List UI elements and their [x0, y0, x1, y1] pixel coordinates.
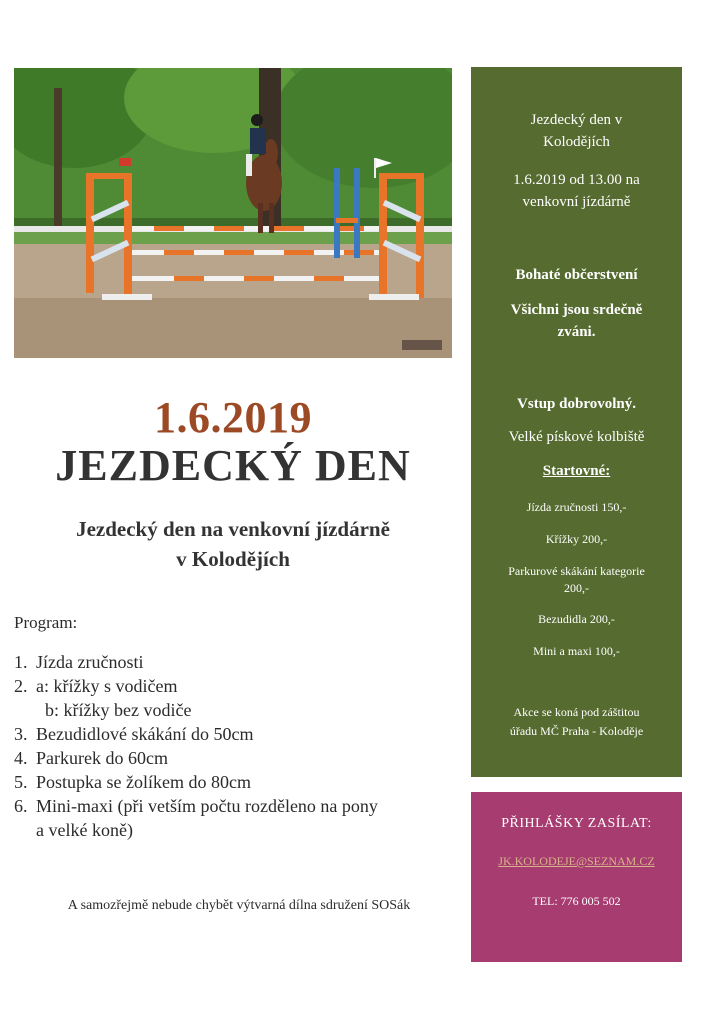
info-welcome-line-2: zváni. [557, 324, 596, 340]
info-fee3-line-1: Parkurové skákání kategorie [508, 564, 645, 578]
contact-phone: TEL: 776 005 502 [532, 894, 621, 908]
info-entry: Vstup dobrovolný. [517, 396, 636, 412]
program-item-number [14, 698, 36, 722]
info-patronage-note [479, 703, 674, 741]
info-panel [471, 67, 682, 777]
contact-label: PŘIHLÁŠKY ZASÍLAT: [501, 816, 652, 831]
program-list [14, 650, 464, 842]
info-fee3-line-2: 200,- [564, 581, 589, 595]
program-item [14, 818, 464, 842]
contact-email-link[interactable]: JK.KOLODEJE@SEZNAM.CZ [498, 854, 655, 868]
event-title-headline: JEZDECKÝ DEN [55, 441, 411, 490]
program-item-number: 5. [14, 772, 28, 792]
info-date-line-1: 1.6.2019 od 13.00 na [513, 172, 640, 188]
program-item [14, 698, 464, 722]
contact-panel [471, 792, 682, 962]
program-item [14, 794, 464, 818]
info-panel-title [479, 109, 674, 153]
program-item-text: Parkurek do 60cm [36, 748, 168, 768]
info-refreshments: Bohaté občerstvení [515, 267, 638, 283]
program-item-text: Postupka se žolíkem do 80cm [36, 772, 251, 792]
program-item-number: 2. [14, 676, 28, 696]
program-item [14, 746, 464, 770]
info-note-line-1: Akce se koná pod záštitou [513, 705, 640, 719]
footer-note: A samozřejmě nebude chybět výtvarná dílna sdružení SOSák [67, 898, 411, 913]
program-item-number: 1. [14, 652, 28, 672]
photo-illustration [14, 68, 452, 358]
program-item [14, 722, 464, 746]
program-item-text: Jízda zručnosti [36, 652, 144, 672]
program-item [14, 650, 464, 674]
info-fee-item: Jízda zručnosti 150,- [526, 500, 627, 514]
info-fee-item: Bezudidla 200,- [538, 612, 615, 626]
horse-jumping-photo [14, 68, 452, 358]
program-item-number: 3. [14, 724, 28, 744]
info-title-line-2: Kolodějích [543, 134, 610, 150]
program-item-number [14, 818, 36, 842]
program-item-text: Mini-maxi (při vetším počtu rozděleno na pony [36, 796, 378, 816]
info-note-line-2: úřadu MČ Praha - Koloděje [509, 724, 644, 738]
info-date-line-2: venkovní jízdárně [522, 194, 631, 210]
program-item-number: 4. [14, 748, 28, 768]
info-welcome-line-1: Všichni jsou srdečně [510, 302, 643, 318]
info-fee-item [479, 563, 674, 597]
event-date-headline: 1.6.2019 [154, 393, 312, 442]
program-label: Program: [14, 613, 78, 632]
subtitle-line-1: Jezdecký den na venkovní jízdárně [76, 517, 390, 541]
program-item-text: a: křížky s vodičem [36, 676, 178, 696]
event-subtitle [14, 514, 452, 574]
info-arena: Velké pískové kolbiště [508, 429, 645, 445]
program-item-text: a velké koně) [36, 820, 133, 840]
info-title-line-1: Jezdecký den v [530, 112, 623, 128]
program-item-text: Bezudidlové skákání do 50cm [36, 724, 254, 744]
info-fee-item: Mini a maxi 100,- [533, 644, 620, 658]
program-item-text: b: křížky bez vodiče [45, 700, 192, 720]
program-item [14, 674, 464, 698]
info-panel-date [479, 169, 674, 213]
info-fee-item: Křížky 200,- [545, 532, 608, 546]
program-item-number: 6. [14, 796, 28, 816]
info-welcome [479, 299, 674, 343]
program-item [14, 770, 464, 794]
subtitle-line-2: v Kolodějích [176, 547, 290, 571]
info-fees-heading: Startovné: [542, 463, 611, 479]
